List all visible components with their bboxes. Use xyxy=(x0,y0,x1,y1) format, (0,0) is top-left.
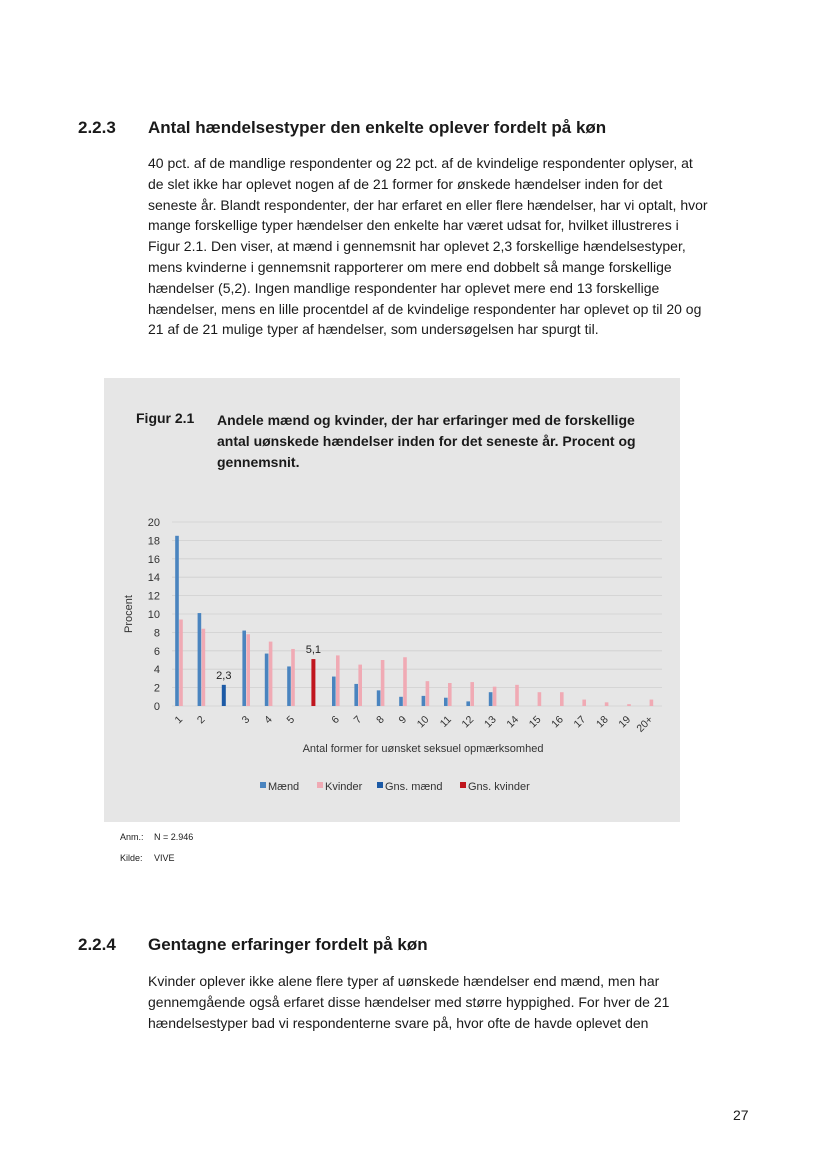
x-tick-label: 18 xyxy=(593,713,611,731)
y-tick-label: 6 xyxy=(153,645,160,658)
section-number: 2.2.4 xyxy=(78,935,116,954)
bar-kvinder xyxy=(515,685,519,706)
legend-entry: Gns. mænd xyxy=(385,781,443,793)
bar-kvinder xyxy=(627,704,631,706)
x-tick-label: 20+ xyxy=(634,713,656,735)
x-tick-label: 15 xyxy=(526,713,544,731)
bar-maend xyxy=(242,631,246,706)
bar-kvinder xyxy=(605,702,609,706)
x-tick-label: 5 xyxy=(284,713,298,727)
figure-title: Andele mænd og kvinder, der har erfaringer med de forskellige antal uønskede hændelser inden for det seneste år. Procent og gennemsnit. xyxy=(217,412,636,470)
note-key: Anm.: xyxy=(120,832,144,842)
bar-maend xyxy=(287,666,291,706)
bar-maend xyxy=(399,697,403,706)
bar-maend xyxy=(332,677,336,706)
bar-kvinder xyxy=(538,692,542,706)
average-data-label: 5,1 xyxy=(305,644,322,657)
bar-maend xyxy=(377,690,381,706)
body-paragraph-1: 40 pct. af de mandlige respondenter og 22 pct. af de kvindelige respondenter oplyser, at de slet ikke har oplevet nogen af de 21 former for ønskede hændelser inden for det seneste år. Blandt respondenter, der har erfaret en eller flere hændelser, har vi optalt, hvor mange forskellige typer hændelser den enkelte har været udsat for, hvilket illustreres i Figur 2.1. Den viser, at mænd i gennemsnit har oplevet 2,3 forskellige hændelsestyper, mens kvinderne i gennemsnit rapporterer om mere end dobbelt så mange forskellige hændelser (5,2). Ingen mandlige respondenter har oplevet mere end 13 forskellige hændelser, mens en lille procentdel af de kvindelige respondenter har oplevet op til 20 og 21 af de 21 mulige typer af hændelser, som undersøgelsen har spurgt til. xyxy=(148,155,708,338)
legend-swatch xyxy=(460,782,466,788)
bar-maend xyxy=(265,654,269,706)
x-axis-label: Antal former for uønsket seksuel opmærksomhed xyxy=(302,743,544,755)
y-tick-label: 2 xyxy=(153,682,160,695)
y-tick-label: 14 xyxy=(147,572,160,585)
y-tick-label: 0 xyxy=(153,701,160,713)
bar-kvinder xyxy=(448,683,452,706)
x-tick-label: 4 xyxy=(262,713,275,727)
bar-kvinder xyxy=(246,634,250,706)
section-number: 2.2.3 xyxy=(78,118,116,137)
bar-maend xyxy=(489,692,493,706)
bar-kvinder xyxy=(269,642,273,706)
x-tick-label: 7 xyxy=(351,713,365,727)
bar-kvinder xyxy=(202,629,206,706)
legend-entry: Mænd xyxy=(268,781,300,793)
x-tick-label: 13 xyxy=(481,713,499,731)
bar-kvinder xyxy=(336,655,340,706)
bar-chart xyxy=(104,378,680,822)
x-tick-label: 16 xyxy=(549,713,566,731)
x-tick-label: 19 xyxy=(616,713,634,731)
bar-kvinder xyxy=(426,681,430,706)
bar-maend xyxy=(444,698,448,706)
bar-maend xyxy=(198,613,202,706)
x-tick-label: 10 xyxy=(414,713,432,731)
y-tick-label: 8 xyxy=(153,627,160,640)
x-tick-label: 3 xyxy=(239,713,253,727)
x-tick-label: 1 xyxy=(172,713,186,727)
bar-kvinder xyxy=(381,660,385,706)
section-title: Antal hændelsestyper den enkelte oplever fordelt på køn xyxy=(148,118,607,137)
figure-label: Figur 2.1 xyxy=(136,410,195,426)
legend-entry: Kvinder xyxy=(325,781,363,793)
average-data-label: 2,3 xyxy=(216,669,232,682)
bar-average xyxy=(222,685,226,706)
y-tick-label: 12 xyxy=(147,590,160,603)
source-key: Kilde: xyxy=(120,853,143,863)
source-value: VIVE xyxy=(154,853,175,863)
bar-kvinder xyxy=(358,665,362,706)
legend-swatch xyxy=(260,782,266,788)
y-tick-label: 10 xyxy=(147,609,160,621)
bar-kvinder xyxy=(560,692,564,706)
legend-entry: Gns. kvinder xyxy=(468,781,530,793)
legend-swatch xyxy=(317,782,323,788)
legend-swatch xyxy=(377,782,383,788)
x-tick-label: 12 xyxy=(459,713,477,731)
y-axis-label: Procent xyxy=(123,595,135,633)
bar-maend xyxy=(422,696,426,706)
bar-maend xyxy=(354,684,358,706)
bar-kvinder xyxy=(179,620,183,706)
page-number: 27 xyxy=(733,1107,749,1123)
bar-maend xyxy=(466,701,470,706)
bar-kvinder xyxy=(493,687,497,706)
bar-maend xyxy=(175,536,179,706)
x-tick-label: 9 xyxy=(396,713,410,727)
bar-kvinder xyxy=(291,649,295,706)
figure-2-1 xyxy=(104,378,680,822)
y-tick-label: 16 xyxy=(147,553,160,566)
y-tick-label: 18 xyxy=(147,535,160,548)
x-tick-label: 11 xyxy=(437,713,454,730)
bar-kvinder xyxy=(582,700,586,706)
x-tick-label: 6 xyxy=(329,713,342,727)
bar-kvinder xyxy=(470,682,474,706)
body-paragraph-2: Kvinder oplever ikke alene flere typer af uønskede hændelser end mænd, men har gennemgående også erfaret disse hændelser med større hyppighed. For hver de 21 hændelsestyper bad vi respondenterne svare på, hvor ofte de havde oplevet den xyxy=(148,973,670,1031)
bar-average xyxy=(311,659,315,706)
x-tick-label: 8 xyxy=(374,713,387,727)
y-tick-label: 4 xyxy=(153,664,160,677)
x-tick-label: 17 xyxy=(571,713,589,731)
section-title: Gentagne erfaringer fordelt på køn xyxy=(148,935,428,954)
bar-kvinder xyxy=(650,700,654,706)
note-value: N = 2.946 xyxy=(154,832,194,842)
x-tick-label: 2 xyxy=(194,713,208,727)
bar-kvinder xyxy=(403,657,407,706)
x-tick-label: 14 xyxy=(504,713,522,731)
y-tick-label: 20 xyxy=(147,517,160,529)
